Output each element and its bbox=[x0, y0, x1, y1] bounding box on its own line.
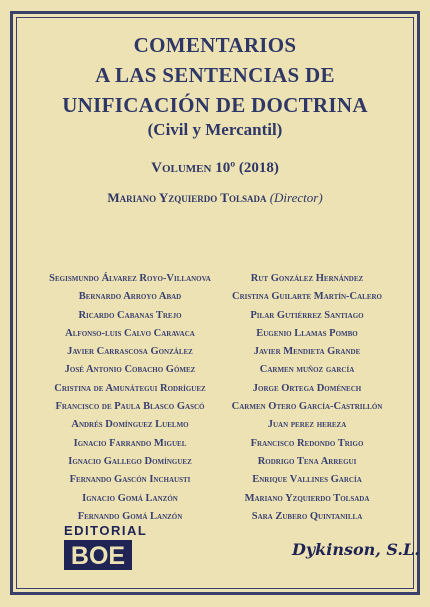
author-name: Sara Zubero Quintanilla bbox=[251, 510, 363, 522]
title-line-3: UNIFICACIÓN DE DOCTRINA bbox=[62, 93, 368, 117]
book-title bbox=[0, 30, 430, 120]
author-name: Fernando Gascón Inchausti bbox=[69, 474, 191, 486]
director-line bbox=[0, 190, 430, 206]
title-line-1: COMENTARIOS bbox=[133, 33, 297, 57]
volume-label: Volumen 10º (2018) bbox=[151, 160, 279, 176]
editorial-boe-logo bbox=[64, 523, 148, 571]
author-name: Ignacio Gallego Domínguez bbox=[68, 455, 192, 467]
author-name: Segismundo Álvarez Royo-Villanova bbox=[49, 273, 211, 284]
author-name: Francisco Redondo Trigo bbox=[250, 437, 364, 449]
authors-column-right bbox=[212, 270, 402, 526]
author-name: Alfonso-luis Calvo Caravaca bbox=[65, 327, 195, 339]
author-name: Mariano Yzquierdo Tolsada bbox=[244, 492, 370, 504]
author-name: Rodrigo Tena Arregui bbox=[257, 455, 357, 467]
title-line-2: A LAS SENTENCIAS DE bbox=[95, 63, 335, 87]
author-name: Carmen Otero García-Castrillón bbox=[231, 401, 383, 413]
authors-column-left bbox=[35, 270, 225, 526]
author-name: Ignacio Gomá Lanzón bbox=[82, 492, 178, 504]
author-name: Juan perez hereza bbox=[267, 419, 347, 431]
author-name: Francisco de Paula Blasco Gascó bbox=[55, 401, 205, 413]
book-subtitle: (Civil y Mercantil) bbox=[147, 120, 283, 139]
boe-mark-text: BOE bbox=[70, 542, 126, 570]
author-name: Ricardo Cabanas Trejo bbox=[78, 309, 182, 321]
author-name: Jorge Ortega Doménech bbox=[252, 382, 362, 394]
author-name: Enrique Vallines García bbox=[252, 474, 362, 486]
author-name: Cristina Guilarte Martín-Calero bbox=[231, 291, 383, 303]
author-name: Cristina de Amunátegui Rodríguez bbox=[54, 382, 206, 394]
author-name: Bernardo Arroyo Abad bbox=[78, 291, 182, 303]
dykinson-logo: Dykinson, S.L. bbox=[292, 540, 420, 559]
director-name: Mariano Yzquierdo Tolsada bbox=[107, 190, 267, 205]
author-name: Javier Carrascosa González bbox=[67, 346, 193, 358]
author-name: Eugenio Llamas Pombo bbox=[256, 327, 358, 339]
author-name: Fernando Gomá Lanzón bbox=[77, 510, 183, 522]
author-name: Carmen muñoz garcía bbox=[259, 364, 355, 376]
author-name: Andrés Domínguez Luelmo bbox=[71, 419, 189, 431]
director-role: (Director) bbox=[269, 190, 323, 205]
editorial-label: EDITORIAL bbox=[64, 523, 148, 538]
boe-mark-icon bbox=[64, 540, 132, 570]
author-name: Pilar Gutiérrez Santiago bbox=[250, 309, 364, 321]
author-name: Javier Mendieta Grande bbox=[253, 346, 361, 358]
author-name: Ignacio Farrando Miguel bbox=[73, 437, 187, 449]
author-name: Rut González Hernández bbox=[250, 273, 364, 284]
author-name: José Antonio Cobacho Gómez bbox=[64, 364, 196, 376]
